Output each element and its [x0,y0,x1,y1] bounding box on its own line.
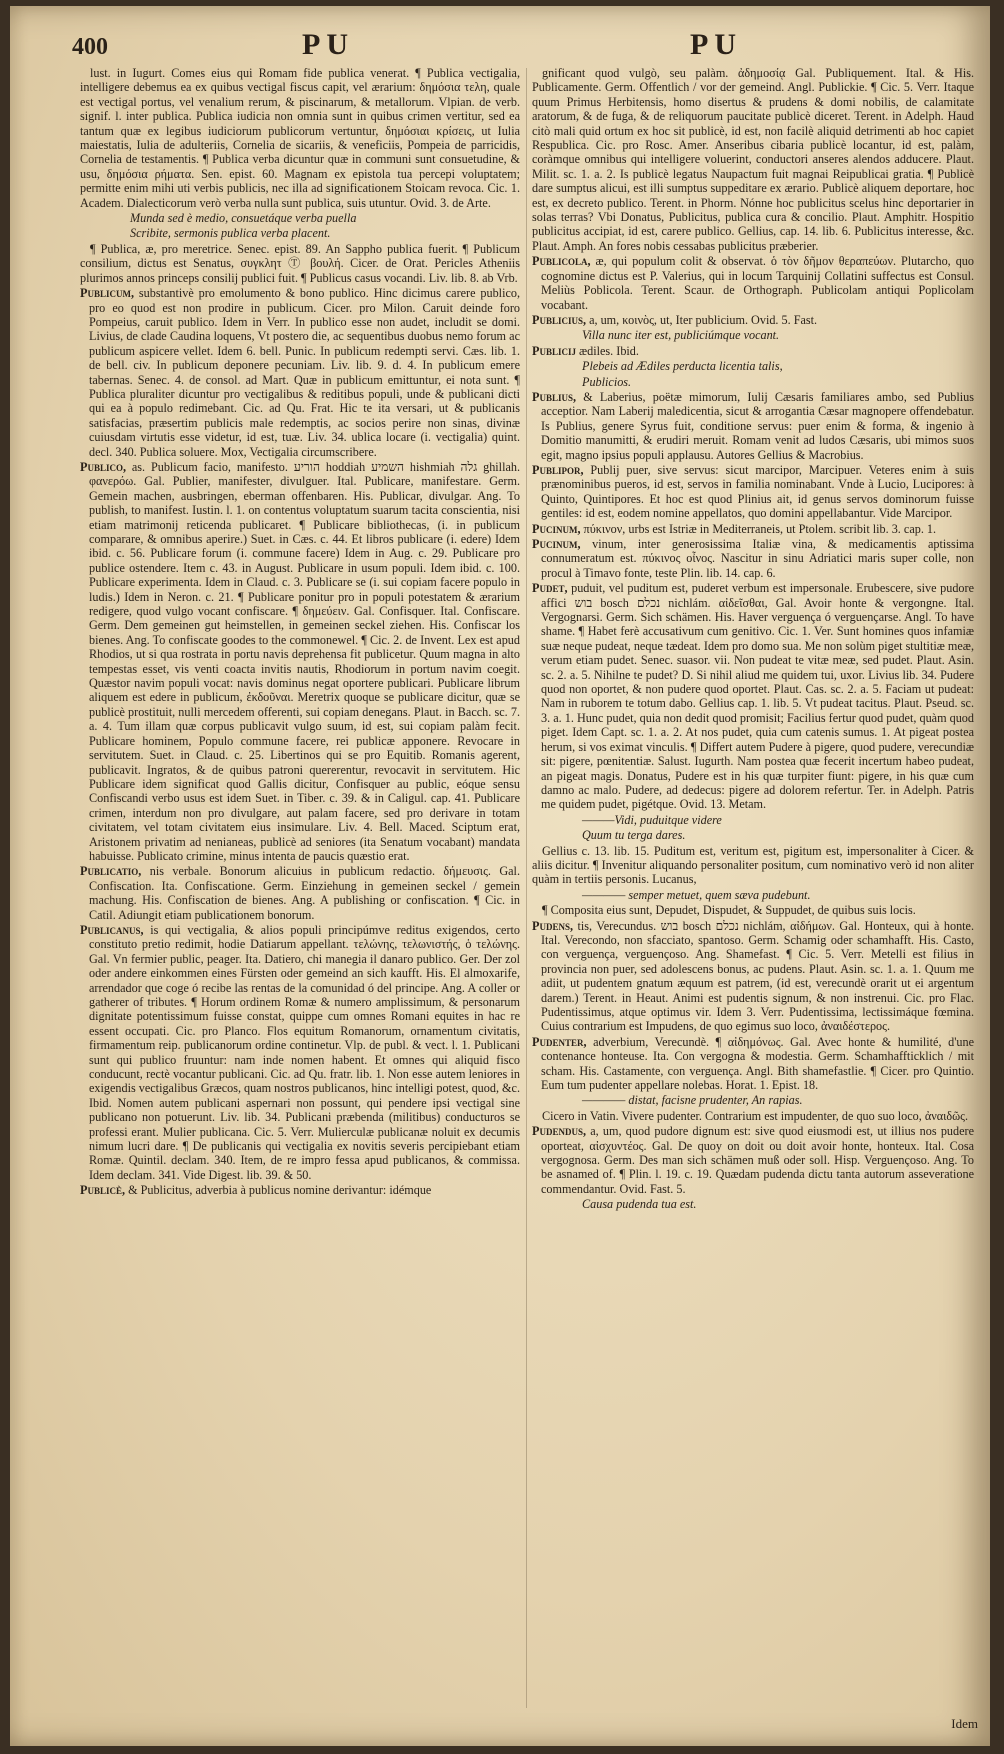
verse-quotation: Quum tu terga dares. [582,828,686,843]
verse-quotation: Publicios. [582,374,632,389]
dictionary-entry [532,390,974,462]
dictionary-entry [532,581,974,812]
entry-text: ædiles. Ibid. [575,343,639,358]
entry-headword: Publipor, [532,462,584,477]
dictionary-page [10,6,990,1746]
entry-text: nis verbale. Bonorum alicuius in publicum redactio. δήμευσις. Gal. Confiscation. Ita. Confiscatione. Germ. Einziehung in gemeinen seckel / gemein machung. His. Confiscation de bienes. Ang. A publishing or confiscation. ¶ Cic. in Catil. Adiungit etiam publicationem bonorum. [89,864,520,922]
entry-text: & Laberius, poëtæ mimorum, Iulij Cæsaris familiares ambo, sed Publius acceptior. Nam Laberij maledicentia, sicut & arrogantia Cæsar magnopere offendebatur. Is Publius, genere Syrus fuit, conditione servus: puer enim & forma, & ingenio à Domitio manumitti, & erudiri meruit. Romam venit ad ludos Cæsaris, ubi mimos suos egit, magno ipsius populi applausu. Autores Gellius & Macrobius. [541,389,974,462]
verse-quotation: Scribite, sermonis publica verba placent. [130,226,331,241]
entry-headword: Publicatio, [80,864,142,879]
entry-text: a, um, κοινὸς, ut, Iter publicium. Ovid. 5. Fast. [586,312,818,327]
entry-text: a, um, quod pudore dignum est: sive quod eiusmodi est, ut illius nos pudere oporteat, αἰσχυντέος. Gal. De quoy on doit ou doit avoir honte, honteux. Ital. Cosa vergognosa. Germ. Des man sich schämen muß oder soll. Hisp. Verguençoso. Ang. To be asnamed of. ¶ Plin. l. 19. c. 19. Quædam pudenda dictu tanta autorum asseveratione commendantur. Ovid. Fast. 5. [541,1124,974,1196]
entry-text: tis, Verecundus. בוש bosch נכלם nichlám, αἰδήμων. Gal. Honteux, qui à honte. Ital. Verecondo, non sfacciato, spantoso. Germ. Schamig oder schamhafft. His. Casto, con verguença, verguençoso. Ang. Shamefast. ¶ Cic. 5. Verr. Metelli est filius in provincia non puer, sed adolescens bonus, ac pudens. Plaut. Asin. sc. 1. a. 1. Quum me adiit, ut pudentem gnatum æquum est patrem, (id est, verecundè orarit ut ei argentum darem.) Terent. in Heaut. Animi est pudentis signum, & non instrenui. Cic. pro Flac. Pudentissimus, atque optimus vir. Idem 3. Verr. Pudentissima, lectissimáque fœmina. Cuius contrarium est Impudens, de quo egimus suo loco, ἀναιδέστερος. [541,918,974,1034]
entry-continuation: Cicero in Vatin. Vivere pudenter. Contrarium est impudenter, de quo suo loco, ἀναιδῶς. [542,1108,969,1123]
dictionary-entry [80,460,520,863]
entry-headword: Publicum, [80,286,134,301]
entry-headword: Publius, [532,389,577,404]
entry-text: puduit, vel puditum est, puderet verbum est impersonale. Erubescere, sive pudore affici בוש bosch נכלם nichlám. αἰδεῖσθαι, Gal. Avoir honte & vergongne. Ital. Vergognarsi. Germ. Sich schämen. His. Haver verguença ó verguençarse. Angl. To have shame. ¶ Habet ferè accusativum cum genitivo. Cic. 1. Ver. Sunt homines quos infamiæ suæ neque pudeat, neque tædeat. Idem pro domo sua. Me non solùm piget stultitiæ meæ, verum etiam pudet. Senec. suasor. vii. Non pudeat te vitæ meæ, sed pudet. Plaut. Asin. sc. 2. a. 5. Nihilne te pudet? D. Si nihil aliud me quidem tui, uxor. Livius lib. 34. Pudere quod non oportet, & non pudere quod oportet. Plaut. Cas. sc. 2. a. 5. Faciam ut pudeat: Nam in ruborem te totum dabo. Gellius cap. 1. lib. 5. Vt pudeat tacitus. Plaut. Pseud. sc. 3. a. 1. Hunc pudet, quia non dedit quod promisit; Facilius fertur quod pudet, quàm quod piget. Idem Capt. sc. 1. a. 2. At nos pudet, quia cum catenis sumus. 1. At pigeat postea herum, si vos eximat vinculis. ¶ Differt autem Pudere à pigere, quod pudere, verecundiæ sit: pigere, pœnitentiæ. Salust. Iugurth. Nam postea quæ fecerit incertum habeo pudeat, an pigeat magis. Donatus, Pudere est in his quæ turpiter fiunt: pigere, in his quæ cum damno ac malo. Pudere, ad dedecus: pigere ad dolorem refertur. Ter. in Adelph. Patris me quidem pudet, pigétque. Ovid. 13. Metam. [541,581,974,812]
entry-continuation: lust. in Iugurt. Comes eius qui Romam fide publica venerat. ¶ Publica vectigalia, intelligere debemus ea ex quibus vectigal fiscus capit, vel ærarium: δημόσια τελη, quale est vectigal portus, vel venalium rerum, & piscinarum, & metallorum. Vlpian. de verb. signif. l. inter publica. Publica iudicia non omnia sunt in quibus crimen vertitur, sed ea tantum quæ ex legibus iudiciorum publicorum vertuntur, δημόσιαι κρίσεις, ut Iulia maiestatis, Iulia de adulteriis, Cornelia de sicariis, & veneficiis, Pompeia de parricidis, Cornelia de testamentis. ¶ Publica verba dicuntur quæ in communi sunt consuetudine, & usu, δημόσια ρήματα. Sen. epist. 60. Magnam ex epistola tua percepi voluptatem; permitte enim mihi uti verbis publicis, nec illa ad significationem Stoicam revoca. Cic. 1. Academ. Dialecticorum verò verba nulla sunt publica, suis utuntur. Ovid. 3. de Arte. [80,66,520,210]
running-head-left: PU [302,28,354,61]
verse-quotation: ———— distat, facisne prudenter, An rapias. [582,1093,803,1108]
dictionary-entry [80,923,520,1182]
entry-headword: Publicè, [80,1183,126,1198]
entry-headword: Publico, [80,459,126,474]
right-column [532,66,974,1726]
entry-headword: Publicanus, [80,922,144,937]
verse-quotation: Villa nunc iter est, publiciúmque vocant. [582,328,780,343]
entry-headword: Pudet, [532,581,568,596]
page-header [10,24,990,64]
dictionary-entry [532,254,974,312]
entry-text: vinum, inter generosissima Italiæ vina, & medicamentis aptissima connumeratum est. πύκινος οἶνος. Nascitur in sinu Adriatici maris super colle, non procul à Timavo fonte, teste Plin. lib. 14. cap. 6. [541,537,974,580]
entry-headword: Publicius, [532,312,587,327]
page-number: 400 [72,34,108,60]
entry-headword: Pudendus, [532,1124,586,1139]
dictionary-entry [80,1183,520,1197]
left-column [80,66,520,1726]
verse-quotation: Causa pudenda tua est. [582,1197,697,1212]
entry-continuation: ¶ Publica, æ, pro meretrice. Senec. epist. 89. An Sappho publica fuerit. ¶ Publicum consilium, dictus est Senatus, συγκλητ Ⓣ βουλή. Cicer. de Orat. Pericles Atheniis plurimos annos princeps consilij publici fuit. ¶ Publicus casus vocandi. Liv. lib. 8. ab Vrb. [80,241,520,285]
verse-quotation: ———— semper metuet, quem sæva pudebunt. [582,887,811,902]
entry-headword: Pucinum, [532,537,581,551]
entry-text: æ, qui populum colit & observat. ὁ τὸν δῆμον θεραπεύων. Plutarcho, quo cognomine dictus est P. Valerius, qui in locum Tarquinij Collatini suffectus est Consul. Meliùs Poblicola. Terent. Scaur. de Orthograph. Publicolam antiqui Poplicolam vocabant. [541,254,974,312]
entry-text: & Publicitus, adverbia à publicus nomine derivantur: idémque [125,1183,432,1198]
running-head-right: PU [690,28,742,61]
entry-continuation: gnificant quod vulgò, seu palàm. ἀδημοσίᾳ Gal. Publiquement. Ital. & His. Publicamente. Germ. Offentlich / vor der gemeind. Angl. Publickie. ¶ Cic. 5. Verr. Itaque quum Primus Herbitensis, homo disertus & prudens & domi nobilis, de calamitate aratorum, & de fuga, & de reliquorum paucitate publicè diceret. Terent. in Adelph. Haud citò mali quid ortum ex hoc sit publicè, id est, non facilè aliquid detrimenti ab hoc capiet Respublica. Cic. pro Rosc. Amer. Anseribus cibaria publicè locantur, id est, palàm, coràmque omnibus qui intelligere voluerint, conductori anseres alendos adducere. Plaut. Milit. sc. 1. a. 2. Is publicè legatus Naupactum fuit magnai Reipublicai gratia. ¶ Publicè dare sumptus alicui, est illi sumptus suppeditare ex ærario. Publicè aliquem deportare, hoc est, ex decreto publico. Terent. in Phorm. Nónne hoc publicitus scelus hinc deportarier in solas terras? Vbi Donatus, Publicitus, publica cura & concilio. Plaut. Amphitr. Hospitio publicitus accipiat, id est, carere publico. Gellius, cap. 14. lib. 6. Publicitus interesse, &c. Plaut. Amph. An fores nobis cessabas publicitus præberier. [532,66,974,253]
dictionary-entry [532,463,974,521]
dictionary-entry [80,286,520,459]
dictionary-entry [532,919,974,1034]
catchword: Idem [951,1716,978,1731]
entry-headword: Publicij [532,343,576,358]
verse-quotation: Plebeis ad Ædiles perducta licentia talis, [582,359,783,374]
dictionary-entry [532,537,974,580]
entry-text: substantivè pro emolumento & bono publico. Hinc dicimus carere publico, pro eo quod est non prodire in publicum. Cicer. pro Milon. Caruit deinde foro Pompeius, caruit publico. Idem in Verr. In publico esse non audet, includit se domi. Livius, de clade Caudina loquens, Vt postero die, ac sequentibus duobus nemo forum ac publicum aspicere vellet. Idem 6. bell. Punic. In publicum redempti servi. Cæs. lib. 1. de bell. civ. In publicum deponere pecuniam. Liv. lib. 9. d. 4. In publicum emere tabernas. Senec. 4. de consol. ad Mart. Quæ in publicum emittuntur, ei nota sunt. ¶ Publica pluraliter dicuntur pro vectigalibus & reditibus populi, unde & publicani dicti qui ea à populo redimebant. Cic. ad Qu. Frat. Hic te ita versari, ut & publicanis satisfacias, præsertim publicis male redemptis, ac socios perire non sinas, divinæ cuiusdam virtutis esse videtur, id est, tuæ. Liv. 34. ublica locare (i. vectigalia) quint. decl. 340. Publica soluere. Mox, Vectigalia circumscribere. [89,286,520,459]
entry-headword: Pudens, [532,918,573,933]
dictionary-entry [80,864,520,922]
entry-text: πύκινον, urbs est Istriæ in Mediterraneis, ut Ptolem. scribit lib. 3. cap. 1. [580,521,937,536]
verse-quotation: ———Vidi, puduitque videre [582,812,722,827]
dictionary-entry [532,344,974,358]
entry-headword: Pucinum, [532,521,581,536]
entry-text: is qui vectigalia, & alios populi principúmve reditus exigendos, certo constituto pretio redimit, hodie Datiarum appellant. τελώνης, τελωνιστής, ὁ τελώνης. Gal. Vn fermier public, peager. Ita. Datiero, chi manegia il danaro publico. Ger. Der zol oder andere einkommen eines Fürsten oder gemeind an sich kaufft. His. El almoxarife, arrendador que coge ó recibe las rentas de la comunidad ó del principe. Ang. A coller or gatherer of tributes. ¶ Horum ordinem Romæ & numero amplissimum, & personarum dignitate potentissimum fuisse constat, quippe cum omnes Romani equites in hac re essent occupati. Cic. pro Planco. Flos equitum Romanorum, ornamentum civitatis, firmamentum reip. publicanorum ordine continetur. Vlp. de publ. & vect. l. 1. Publicani sunt qui publico fruuntur: nam inde nomen habent. Et omnes qui aliquid fisco conducunt, rectè vocantur publicani. Cic. ad Qu. fratr. lib. 1. Non esse autem leniores in exigendis vectigalibus Græcos, quam nostros publicanos, hinc intelligi potest, quod, &c. Ibid. Nomen autem publicani aspernari non possunt, qui pendere ipsi vectigal sine publicano non potuerunt. Liv. lib. 34. Publicani præbenda (militibus) conducturos se professi erant. Mulier publicana. Cic. 5. Verr. Mulierculæ publicanæ noluit ex decumis nimum lucri dare. ¶ De publicanis qui vectigalia ex novitis severis percipiebant etiam Romæ. Quintil. declam. 340. Item, de re impro fessa apud publicanos, & commissa. Idem declam. 341. Vide Digest. lib. 39. & 50. [89,922,520,1182]
entry-continuation: ¶ Composita eius sunt, Depudet, Dispudet, & Suppudet, de quibus suis locis. [542,903,916,918]
dictionary-entry [532,522,974,536]
column-divider [526,68,527,1708]
dictionary-entry [532,313,974,327]
entry-text: Publij puer, sive servus: sicut marcipor, Marcipuer. Veteres enim à suis prænominibus pueros, id est, servos in familia nominabant. Vnde à Lucio, Lucipores: à Quinto, Quintipores. Et hoc est quod Plinius ait, id genus servos dominorum fuisse gentiles: id est, eodem nomine appellatos, quo domini appellabantur. Vide Marcipor. [541,462,974,521]
dictionary-entry [532,1124,974,1196]
entry-continuation: Gellius c. 13. lib. 15. Puditum est, veritum est, pigitum est, impersonaliter à Cicer. & aliis dicitur. ¶ Invenitur aliquando personaliter positum, cum nominativo verò id non aliter quàm in tertiis personis. Lucanus, [532,843,974,887]
entry-text: adverbium, Verecundè. ¶ αἰδημόνως. Gal. Avec honte & humilité, d'une contenance honteuse. Ita. Con vergogna & modestia. Germ. Schamhaffticklich / mit scham. His. Castamente, con verguença. Angl. Bith shamefastlie. ¶ Cicer. pro Quintio. Eum tum pudenter appellare nolebas. Horat. 1. Epist. 18. [541,1034,974,1093]
entry-headword: Publicola, [532,254,591,269]
entry-text: as. Publicum facio, manifesto. הוריע hoddiah השמיע hishmiah גלה ghillah. φανερόω. Gal. Publier, manifester, divulguer. Ital. Publicare, manifestare. Germ. Gemein machen, ausbringen, eberman offenbaren. His. Publicar, divulgar. Ang. To publish, to manifest. Iustin. l. 1. on contentus voluptatum suarum tacita conscientia, nisi etiam matrimonij reticenda publicaret. ¶ Publicare bibliothecas, (i. in publicum comparare, & omnibus aperire.) Suet. in Cæs. c. 44. Et libros publicare (i. edere) Idem ibid. c. 56. Publicare forum (i. commune facere) Idem in Aug. c. 29. Publicare pro publice ostendere. Item c. 43. in August. Publicare in usum populi. Idem ibid. c. 100. Publicare experimenta. Idem in Claud. c. 3. Publicare se (i. sui copiam facere populo in ludis.) Idem in Neron. c. 21. ¶ Publicare ponitur pro in populi potestatem & ærarium redigere, quod vulgo vocant confiscare. ¶ δημεύειν. Gal. Confisquer. Ital. Confiscare. Germ. Dem gemeinen gut heimstellen, in gemeinen seckel ziehen. His. Confiscar los bienes. Ang. To confiscate goodes to the commonewel. ¶ Cic. 2. de Invent. Lex est apud Rhodios, ut si qua rostrata in portu navis deprehensa fit publicetur. Quum magna in alto tempestas esset, vis venti coacta invitis nautis, Rhodiorum in portum navim coegit. Quæstor navim populi vocat: navis dominus negat oportere publicari. Publicare librum aliquem est edere in publicum, ἐκδοῦναι. Meretrix quoque se publicare dicitur, quæ se publicè prostituit, nulli mercedem offerenti, sui copiam denegans. Plaut. in Bacch. sc. 7. a. 4. Tum illam quæ corpus publicavit vulgo suum, id est, sui copiam palàm fecit. Publicare hominem, Populo commune facere, rei publicæ apponere. Revocare in servitutem. Suet. in Claud. c. 25. Libertinos qui se pro Equitib. Romanis agerent, publicavit. Ingratos, & de quibus patroni quererentur, revocavit in servitutem. Hic Publicare idem significat quod Gallis dicitur, Confisquer au public, eóque sensu Confiscandi verbo usus est idem Suet. in Tiber. c. 39. & in Caligul. cap. 41. Publicare crimen, interdum non pro divulgare, aut palam facere, sed pro derivare in totam civitatem, vel totam civitatem eius insimulare. Liv. 4. Bell. Maced. Sciptum erat, Aristonem privatim ad nenianeas, publicè ad seniores (ita Senatum vocabant) mandata habuisse. Publicato crimine, minus intenta de paucis quæstio erat. [89,459,520,863]
entry-headword: Pudenter, [532,1034,587,1049]
dictionary-entry [532,1035,974,1093]
verse-quotation: Munda sed è medio, consuetáque verba puella [130,211,357,226]
